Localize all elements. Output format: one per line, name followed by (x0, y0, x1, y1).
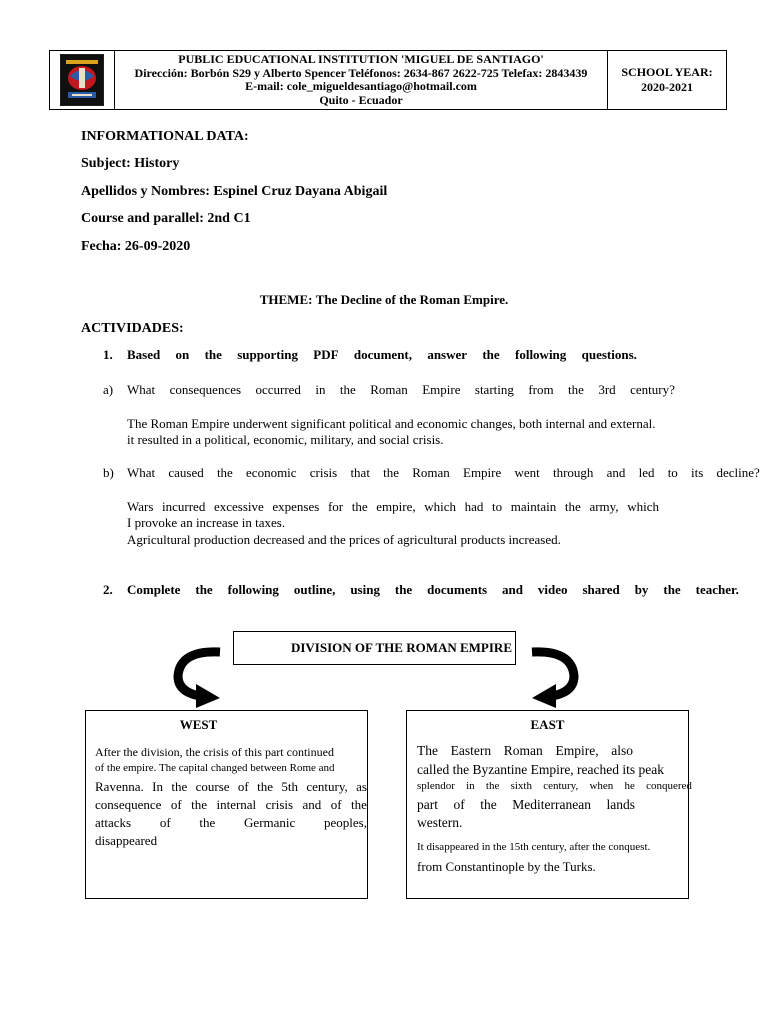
school-logo (60, 54, 104, 106)
theme-text: The Decline of the Roman Empire. (315, 292, 509, 307)
east-heading: EAST (530, 717, 565, 732)
word: the (195, 582, 213, 597)
east-line: splendor in the sixth century, when he conquered (417, 780, 692, 792)
word: empire, (376, 499, 416, 514)
west-line: consequence of the internal crisis and of the (95, 797, 367, 812)
east-line: The Eastern Roman Empire, also (417, 743, 633, 758)
header-table (49, 50, 727, 110)
info-date: Fecha: 26-09-2020 (81, 239, 191, 254)
info-heading: INFORMATIONAL DATA: (81, 129, 249, 144)
east-line: part of the Mediterranean lands (417, 797, 635, 812)
word: by (634, 582, 649, 597)
word: What (127, 465, 156, 480)
institution-city: Quito - Ecuador (319, 92, 403, 107)
institution-name: PUBLIC EDUCATIONAL INSTITUTION 'MIGUEL DE SANTIAGO' (178, 52, 544, 66)
institution-info (115, 51, 608, 109)
word: following (515, 347, 567, 362)
school-year-value: 2020-2021 (641, 80, 693, 94)
word: incurred (162, 499, 206, 514)
west-line: of the empire. The capital changed between Rome and (95, 762, 335, 774)
word: Wars (127, 499, 154, 514)
institution-address: Dirección: Borbón S29 y Alberto Spencer Teléfonos: 2634-867 2622-725 Telefax: 2843439 (134, 65, 588, 80)
word: following (227, 582, 279, 597)
west-line: attacks of the Germanic peoples, (95, 815, 367, 830)
word: using (350, 582, 380, 597)
info-names: Apellidos y Nombres: Espinel Cruz Dayana Abigail (81, 184, 388, 199)
answer-b-line-3: Agricultural production decreased and the prices of agricultural products increased. (127, 532, 561, 547)
logo-cell (50, 51, 115, 109)
word: its (691, 465, 704, 480)
word: the (564, 499, 581, 514)
word: PDF (313, 347, 339, 362)
word: the (568, 382, 584, 397)
answer-b-line-2: I provoke an increase in taxes. (127, 515, 286, 530)
word: caused (168, 465, 204, 480)
word: consequences (169, 382, 242, 397)
right-curved-arrow-icon (524, 646, 582, 708)
word: army, (589, 499, 619, 514)
word: Roman (412, 465, 450, 480)
east-line: from Constantinople by the Turks. (417, 859, 596, 874)
word: Roman (370, 382, 408, 397)
word: the (351, 499, 368, 514)
answer-a-line-1: The Roman Empire underwent significant political and economic changes, both internal and external. (127, 416, 656, 431)
word: in (315, 382, 326, 397)
word: 3rd (598, 382, 616, 397)
question-2-number: 2. (103, 582, 113, 597)
word: had (464, 499, 484, 514)
word: Based (127, 347, 161, 362)
east-line: called the Byzantine Empire, reached its peak (417, 762, 665, 777)
west-line: disappeared (95, 833, 158, 848)
question-1-number: 1. (103, 347, 113, 362)
word: to (667, 465, 678, 480)
word: which (627, 499, 659, 514)
info-course: Course and parallel: 2nd C1 (81, 211, 251, 226)
word: and (502, 582, 523, 597)
word: to (492, 499, 503, 514)
word: video (537, 582, 568, 597)
word: the (383, 465, 400, 480)
question-b-marker: b) (103, 465, 114, 480)
west-line: After the division, the crisis of this part continued (95, 745, 334, 759)
question-1-text (127, 347, 637, 363)
activities-heading: ACTIVIDADES: (81, 321, 184, 336)
school-year-cell (608, 51, 726, 109)
word: occurred (255, 382, 301, 397)
word: century? (630, 382, 675, 397)
word: the (339, 382, 356, 397)
theme-label: THEME: (259, 292, 313, 307)
school-year-label: SCHOOL YEAR: (621, 65, 713, 79)
word: answer (427, 347, 468, 362)
word: shared (582, 582, 620, 597)
answer-a-line-2: it resulted in a political, economic, military, and social crisis. (127, 432, 444, 447)
answer-b-line-1 (127, 498, 659, 515)
left-curved-arrow-icon (170, 646, 228, 708)
outline-title-box (233, 631, 516, 665)
word: the (216, 465, 233, 480)
east-line: It disappeared in the 15th century, after the conquest. (417, 841, 651, 853)
word: maintain (510, 499, 557, 514)
info-subject: Subject: History (81, 156, 180, 171)
word: expenses (272, 499, 320, 514)
word: on (175, 347, 190, 362)
question-b-text (127, 465, 760, 481)
word: Empire (463, 465, 502, 480)
word: that (350, 465, 370, 480)
word: questions. (581, 347, 637, 362)
word: excessive (213, 499, 264, 514)
word: supporting (237, 347, 298, 362)
word: the (663, 582, 681, 597)
west-line: Ravenna. In the course of the 5th century, as (95, 779, 367, 794)
word: decline? (716, 465, 760, 480)
institution-email: E-mail: cole_migueldesantiago@hotmail.com (245, 79, 477, 93)
word: the (204, 347, 222, 362)
word: Complete (127, 582, 181, 597)
word: the (482, 347, 500, 362)
question-a-text (127, 382, 675, 398)
word: for (327, 499, 344, 514)
word: went (514, 465, 540, 480)
word: led (638, 465, 655, 480)
word: through (552, 465, 594, 480)
word: What (127, 382, 156, 397)
word: document, (353, 347, 412, 362)
word: economic (246, 465, 297, 480)
question-a-marker: a) (103, 382, 114, 397)
word: and (606, 465, 626, 480)
word: the (394, 582, 413, 597)
word: from (528, 382, 554, 397)
word: which (424, 499, 457, 514)
question-2-text (127, 582, 739, 598)
west-heading: WEST (179, 717, 218, 732)
word: documents (427, 582, 488, 597)
word: starting (474, 382, 514, 397)
word: teacher. (695, 582, 739, 597)
west-box (85, 710, 368, 899)
east-line: western. (417, 815, 463, 830)
word: outline, (293, 582, 336, 597)
outline-title: DIVISION OF THE ROMAN EMPIRE (290, 640, 512, 655)
east-box (406, 710, 692, 899)
theme-line (0, 292, 768, 308)
word: crisis (309, 465, 338, 480)
word: Empire (422, 382, 461, 397)
